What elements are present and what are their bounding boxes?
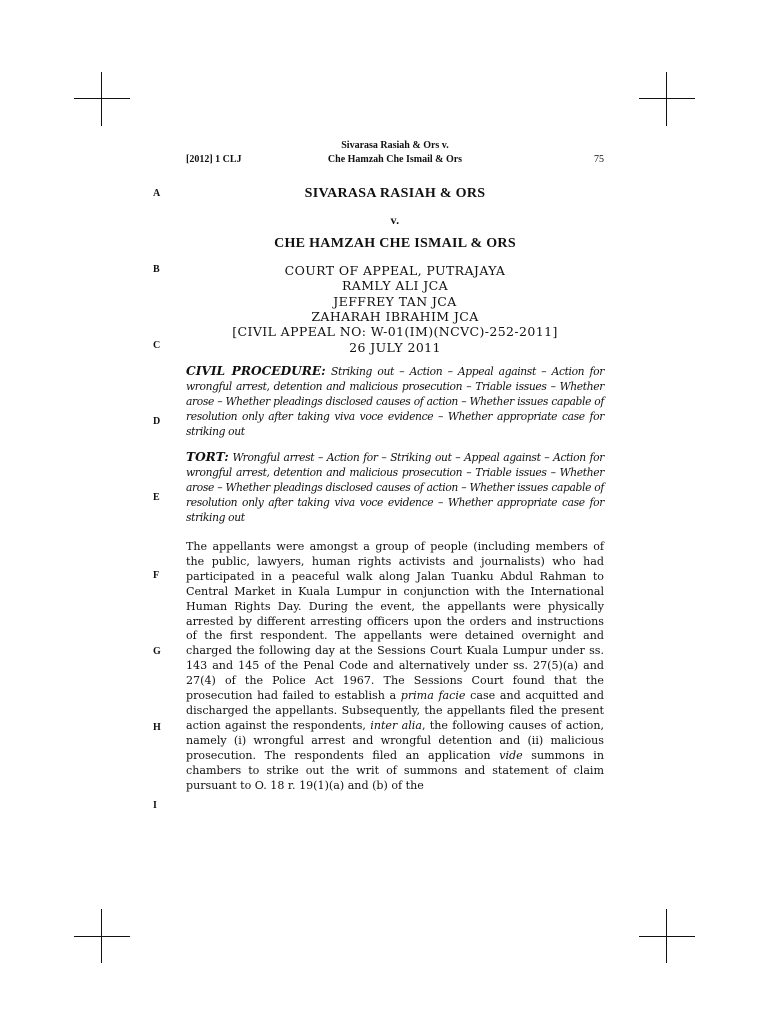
judgment-date: 26 JULY 2011 [349,340,441,355]
margin-letter-c: C [153,340,161,351]
header-case-line-2: Che Hamzah Che Ismail & Ors [327,154,463,165]
appellant-name: SIVARASA RASIAH & ORS [304,186,486,201]
italic-term: inter alia [370,718,422,732]
italic-term: prima facie [400,689,466,703]
catchword-civil-procedure [186,364,604,440]
respondent-name: CHE HAMZAH CHE ISMAIL & ORS [274,236,516,251]
paragraph-text: summons in chambers to strike out the writ of summons and statement of claim pursuant to O. 18 r. 19(1)(a) and (b) of the [186,748,604,792]
court-name: COURT OF APPEAL, PUTRAJAYA [284,263,506,278]
judge-1: RAMLY ALI JCA [341,278,448,293]
margin-letter-f: F [153,570,160,581]
margin-letter-b: B [153,264,160,275]
judge-3: ZAHARAH IBRAHIM JCA [311,309,479,324]
header-citation: [2012] 1 CLJ [186,154,242,165]
catchword-text: Wrongful arrest – Action for – Striking out – Appeal against – Action for wrongful arrest, detention and malicious prosecution – Triable issues – Whether arose – Whether pleadings disclosed causes of action – Whether issues capable of resolution only after taking viva voce evidence – Whether appropriate case for striking out [186,451,604,524]
paragraph-text: , the following causes of action, namely (i) wrongful arrest and wrongful detention and (ii) malicious prosecution. The respondents filed an application [186,718,604,762]
paragraph-text: The appellants were amongst a group of people (including members of the public, lawyers, human rights activists and journalists) who had participated in a peaceful walk along Jalan Tuanku Abdul Rahman to Central Market in Kuala Lumpur in conjunction with the International Human Rights Day. During the event, the appellants were physically arrested by different arresting officers upon the orders and instructions of the first respondent. The appellants were detained overnight and charged the following day at the Sessions Court Kuala Lumpur under ss. 143 and 145 of the Penal Code and alternatively under ss. 27(5)(a) and 27(4) of the Police Act 1967. The Sessions Court found that the prosecution had failed to establish a [186,540,604,703]
margin-letter-g: G [153,646,161,657]
appeal-number: [CIVIL APPEAL NO: W-01(IM)(NCVC)-252-2011] [232,324,558,339]
versus: v. [390,213,400,227]
headnote-paragraph [186,540,604,793]
catchword-heading: CIVIL PROCEDURE: [186,364,326,378]
judge-2: JEFFREY TAN JCA [333,294,457,309]
header-page-number: 75 [594,154,604,165]
catchword-text: Striking out – Action – Appeal against – Action for wrongful arrest, detention and malicious prosecution – Triable issues – Whether arose – Whether pleadings disclosed causes of action – Whether issues capable of resolution only after taking viva voce evidence – Whether appropriate case for striking out [186,365,604,438]
italic-term: vide [499,748,523,762]
paragraph-text: case and acquitted and discharged the appellants. Subsequently, the appellants filed the present action against the respondents, [186,689,605,732]
catchword-heading: TORT: [186,450,229,464]
margin-letter-i: I [153,800,157,811]
margin-letter-h: H [153,722,161,733]
margin-letter-d: D [153,416,161,427]
header-case-line-1: Sivarasa Rasiah & Ors v. [341,140,449,151]
catchword-tort [186,450,604,526]
margin-letter-a: A [153,188,161,199]
margin-letter-e: E [153,492,160,503]
